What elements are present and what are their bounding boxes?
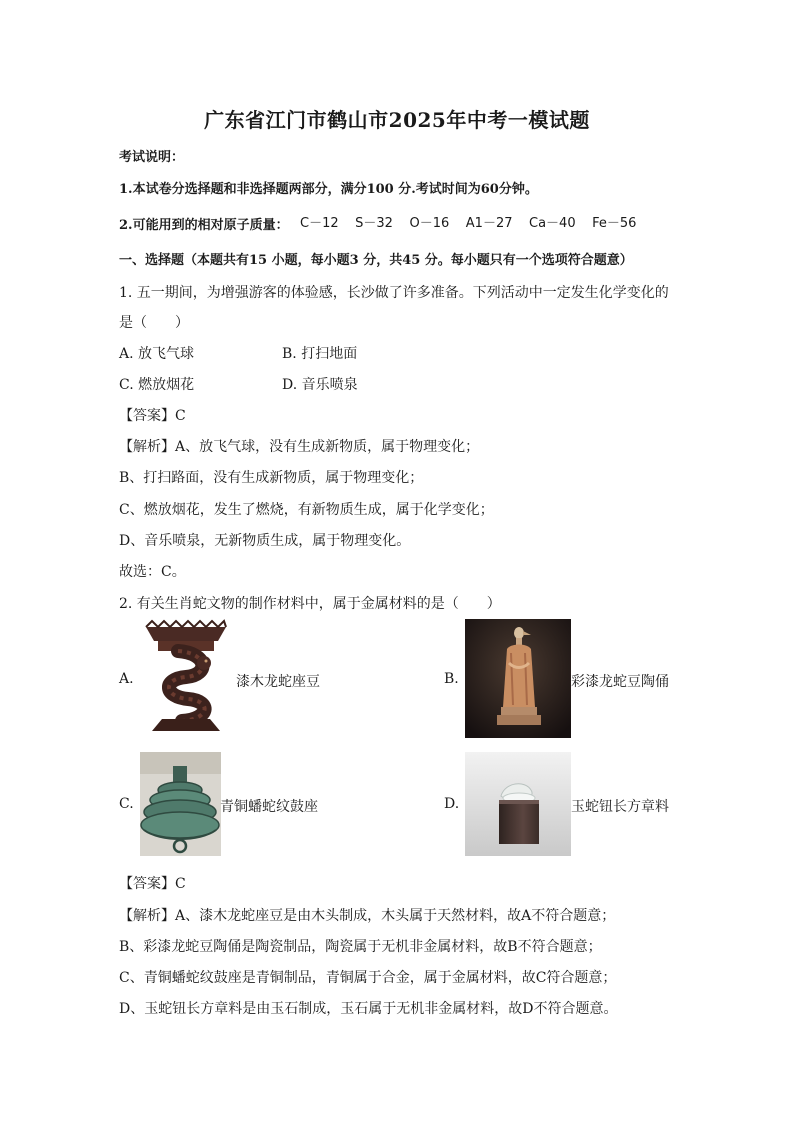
q2-option-a-text: 漆木龙蛇座豆	[236, 674, 320, 690]
bronze-coiled-snake-drum-base-image	[140, 752, 221, 856]
atomic-mass-values: C－12 S－32 O－16 A1－27 Ca－40 Fe－56	[300, 216, 637, 231]
q1-option-c: C. 燃放烟花	[119, 377, 195, 393]
q2-option-b-letter: B.	[444, 671, 459, 687]
q1-stem-line2: 是（ ）	[119, 315, 189, 331]
lacquered-wood-dragon-snake-dou-image	[138, 619, 234, 737]
q2-analysis-1: 【解析】A、漆木龙蛇座豆是由木头制成，木头属于天然材料，故A不符合题意；	[119, 908, 616, 924]
jade-snake-seal-image	[465, 752, 571, 856]
q2-option-d-text: 玉蛇钮长方章料	[571, 799, 669, 815]
page-title: 广东省江门市鹤山市2025年中考一模试题	[204, 108, 590, 132]
instructions-heading: 考试说明：	[119, 150, 185, 165]
section-heading: 一、选择题（本题共有15 小题，每小题3 分，共45 分。每小题只有一个选项符合题意）	[119, 253, 633, 268]
q1-option-b: B. 打扫地面	[282, 346, 358, 362]
q2-option-d-letter: D.	[444, 796, 460, 812]
q1-option-a: A. 放飞气球	[119, 346, 195, 362]
q1-analysis-4: D、音乐喷泉，无新物质生成，属于物理变化。	[119, 533, 411, 549]
q1-analysis-1: 【解析】A、放飞气球，没有生成新物质，属于物理变化；	[119, 439, 480, 455]
instruction-item-2-label: 2.可能用到的相对原子质量：	[119, 218, 289, 233]
q2-analysis-4: D、玉蛇钮长方章料是由玉石制成，玉石属于无机非金属材料，故D不符合题意。	[119, 1001, 618, 1017]
q2-analysis-3: C、青铜蟠蛇纹鼓座是青铜制品，青铜属于合金，属于金属材料，故C符合题意；	[119, 970, 617, 986]
painted-pottery-figurine-image	[465, 619, 571, 738]
q2-stem: 2. 有关生肖蛇文物的制作材料中，属于金属材料的是（ ）	[119, 596, 501, 612]
q2-analysis-2: B、彩漆龙蛇豆陶俑是陶瓷制品，陶瓷属于无机非金属材料，故B不符合题意；	[119, 939, 602, 955]
q2-option-c-text: 青铜蟠蛇纹鼓座	[220, 799, 318, 815]
q1-answer: 【答案】C	[119, 408, 186, 424]
q2-answer: 【答案】C	[119, 876, 186, 892]
q1-analysis-3: C、燃放烟花，发生了燃烧，有新物质生成，属于化学变化；	[119, 502, 494, 518]
q1-option-d: D. 音乐喷泉	[282, 377, 358, 393]
instruction-item-1: 1.本试卷分选择题和非选择题两部分，满分100 分.考试时间为60分钟。	[119, 182, 538, 197]
q2-option-a-letter: A.	[119, 671, 134, 687]
q1-stem-line1: 1. 五一期间，为增强游客的体验感，长沙做了许多准备。下列活动中一定发生化学变化的	[119, 285, 669, 301]
q2-option-b-text: 彩漆龙蛇豆陶俑	[571, 674, 669, 690]
q1-analysis-2: B、打扫路面，没有生成新物质，属于物理变化；	[119, 470, 424, 486]
q1-analysis-5: 故选：C。	[119, 564, 186, 580]
q2-option-c-letter: C.	[119, 796, 134, 812]
